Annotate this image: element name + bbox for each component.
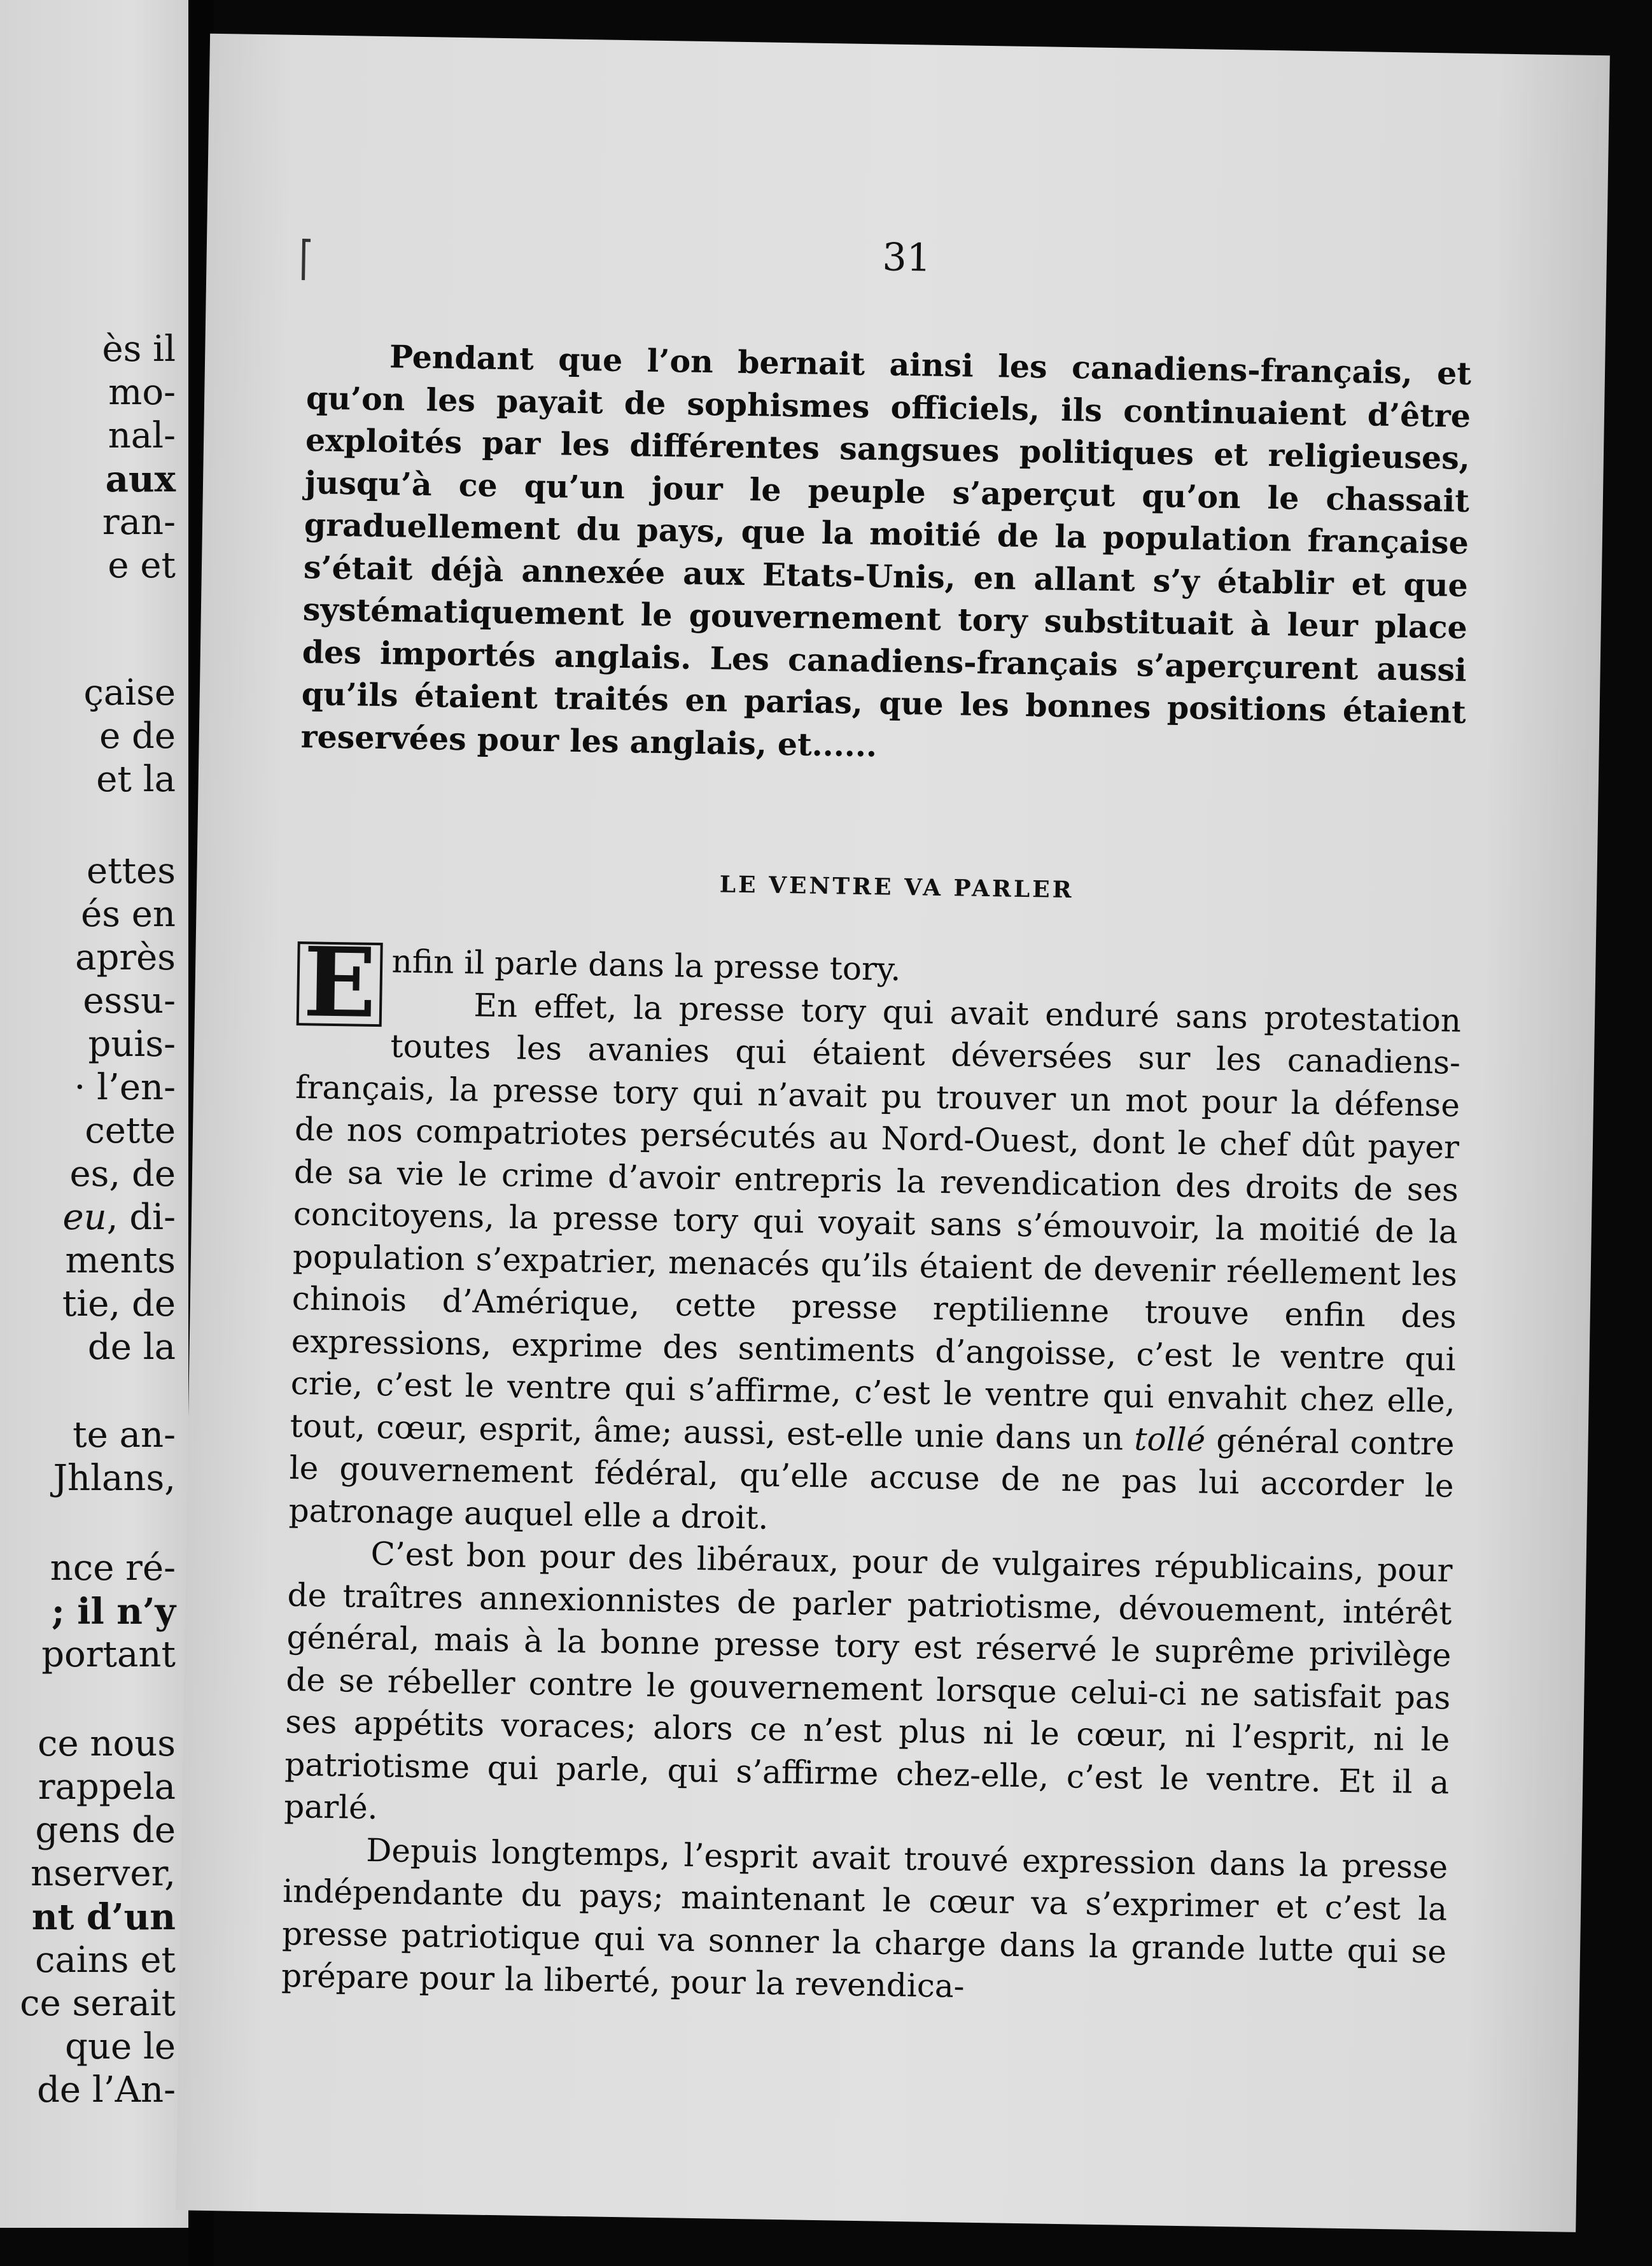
left-fragment-22: Jhlans, — [53, 1458, 176, 1499]
left-fragment-3: aux — [105, 458, 176, 500]
left-fragment-10: és en — [81, 894, 176, 935]
paragraph-1-block — [300, 334, 1471, 776]
left-fragment-11: après — [75, 937, 176, 978]
left-fragment-5: e et — [108, 545, 176, 586]
left-fragment-19: tie, de — [62, 1283, 176, 1325]
left-fragment-17: eu, di- — [62, 1197, 176, 1238]
left-fragment-18: ments — [65, 1240, 176, 1281]
left-fragment-1: mo- — [108, 372, 176, 413]
left-fragment-32: ce serait — [20, 1983, 176, 2024]
left-fragment-21: te an- — [73, 1414, 176, 1456]
left-fragment-29: nserver, — [31, 1853, 176, 1894]
left-fragment-20: de la — [87, 1327, 176, 1368]
left-fragment-2: nal- — [108, 415, 176, 456]
left-facing-page — [0, 0, 188, 2228]
paragraph-2 — [288, 982, 1461, 1550]
paragraph-3: C’est bon pour des libéraux, pour de vulgaires républicains, pour de traîtres annexionnistes de parler patriotisme, dévouement, intérêt général, mais à la bonne presse tory est réservé le suprême privilège de se rébeller contre le gouvernement lorsque celui-ci ne satisfait pas ses appétits voraces; alors ce n’est plus ni le cœur, ni l’esprit, ni le patriotisme qui parle, qui s’affirme chez-elle, c’est le ventre. Et il a parlé. — [283, 1535, 1453, 1827]
left-fragment-15: cette — [85, 1110, 176, 1151]
left-page-text-fragments — [0, 0, 188, 2228]
left-fragment-12: essu- — [83, 980, 176, 1022]
left-fragment-26: ce nous — [38, 1723, 176, 1764]
left-fragment-31: cains et — [35, 1939, 176, 1981]
left-fragment-0: ès il — [102, 328, 176, 370]
left-fragment-9: ettes — [86, 850, 176, 892]
paragraph-2-italic-word: tollé — [1133, 1420, 1206, 1459]
left-fragment-4: ran- — [102, 502, 176, 543]
left-fragment-30: nt d’un — [31, 1896, 176, 1938]
left-fragment-25: portant — [41, 1634, 176, 1675]
main-page — [176, 34, 1609, 2232]
left-fragment-23: nce ré- — [50, 1547, 176, 1589]
left-fragment-27: rappela — [38, 1766, 176, 1808]
left-fragment-14: · l’en- — [74, 1067, 176, 1108]
page-number: 31 — [882, 235, 932, 281]
left-fragment-34: de l’An- — [37, 2069, 176, 2111]
dropcap-letter: E — [297, 941, 383, 1027]
left-fragment-28: gens de — [35, 1810, 176, 1851]
paragraph-2-end: général contre le gouvernement fédéral, qu’elle accuse de ne pas lui accorder le patronage auquel elle a droit. — [288, 1421, 1455, 1537]
paragraph-2-body: En effet, la presse tory qui avait enduré sans protestation toutes les avanies qui étaient déversées sur les canadiens-français, la presse tory qui n’avait pu trouver un mot pour la défense de nos compatriotes persécutés au Nord-Ouest, dont le chef dût payer de sa vie le crime d’avoir entrepris la revendication des droits de ses concitoyens, la presse tory qui voyait sans s’émouvoir, la moitié de la population s’expatrier, menacés qu’ils étaient de devenir réellement les chinois d’Amérique, cette presse reptilienne trouve enfin des expressions, exprime des sentiments d’angoisse, c’est le ventre qui crie, c’est le ventre qui s’affirme, c’est le ventre qui envahit chez elle, tout, cœur, esprit, âme; aussi, est-elle unie dans un — [290, 986, 1462, 1458]
paragraph-2-first-line: nfin il parle dans la presse tory. — [391, 943, 901, 988]
body-text-block — [281, 926, 1462, 2015]
left-fragment-6: çaise — [83, 672, 176, 714]
left-fragment-13: puis- — [88, 1024, 176, 1065]
paragraph-4: Depuis longtemps, l’esprit avait trouvé expression dans la presse indépendante du pays; maintenant le cœur va s’exprimer et c’est la presse patriotique qui va sonner la charge dans la grande lutte qui se prépare pour la liberté, pour la revendica- — [281, 1831, 1448, 2005]
section-title: LE VENTRE VA PARLER — [719, 871, 1074, 904]
left-fragment-24: ; il n’y — [52, 1591, 176, 1633]
left-fragment-8: et la — [96, 759, 176, 800]
left-fragment-16: es, de — [69, 1153, 176, 1195]
left-fragment-33: que le — [65, 2026, 176, 2067]
left-fragment-7: e de — [99, 715, 176, 757]
paragraph-1: Pendant que l’on bernait ainsi les canadiens-français, et qu’on les payait de sophismes officiels, ils continuaient d’être exploités par les différentes sangsues politiques et religieuses, jusqu’à ce qu’un jour le peuple s’aperçut qu’on le chassait graduellement du pays, que la moitié de la population française s’était déjà annexée aux Etats-Unis, en allant s’y établir et que systématiquement le gouvernement tory substituait à leur place des importés anglais. Les canadiens-français s’aperçurent aussi qu’ils étaient traités en parias, que les bonnes positions étaient reservées pour les anglais, et...... — [300, 338, 1472, 764]
